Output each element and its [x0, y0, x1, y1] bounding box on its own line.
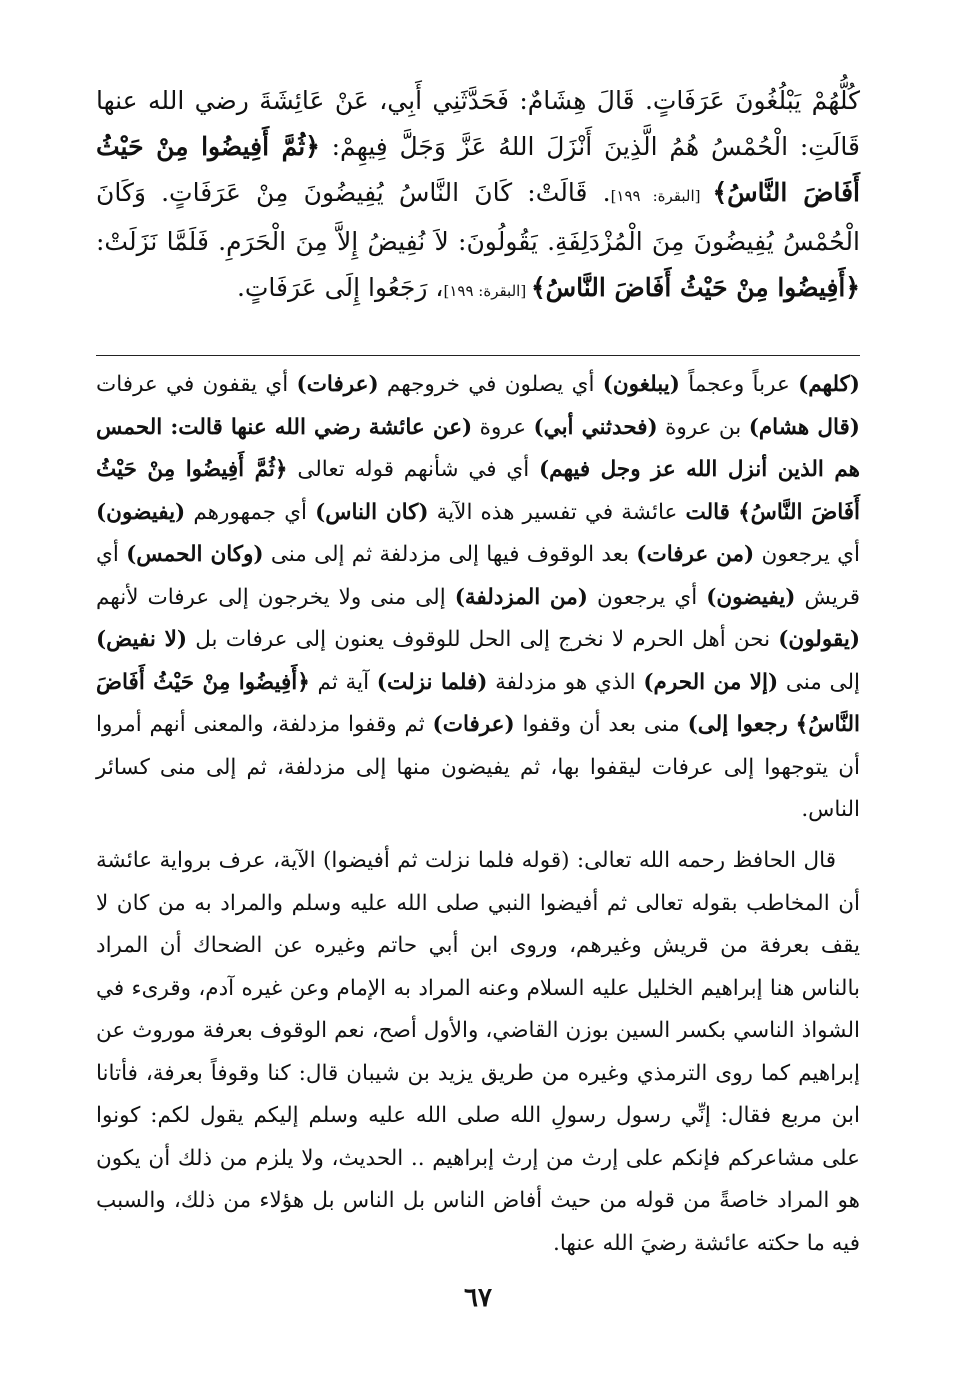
commentary-segment — [788, 712, 796, 737]
bold-term: (قال هشام) — [748, 414, 860, 440]
hadith-segment: كُلُّهُمْ يَبْلُغُونَ عَرَفَاتٍ. قَالَ هِشَامٌ: فَحَدَّثَنِي أَبِي، عَنْ عَائِشَةَ رضي الله عنها قَالَتِ: الْحُمْسُ هُمُ الَّذِينَ أَنْزَلَ اللهُ عَزَّ وَجَلَّ فِيهِمْ: — [96, 86, 860, 161]
commentary-segment: آية ثم — [309, 669, 377, 695]
bold-term: (من عرفات) — [636, 542, 755, 567]
quran-verse: ﴿أَفِيضُوا مِنْ حَيْثُ أَفَاضَ النَّاسُ﴾ — [96, 669, 861, 737]
commentary-segment: عائشة في تفسير هذه الآية — [428, 499, 686, 525]
commentary-paragraph — [96, 364, 860, 832]
bold-term: (عن عائشة رضي الله عنها قالت: الحمس هم الذين أنزل الله عز وجل فيهم) — [96, 414, 860, 482]
bold-term: (يفيضون) — [96, 499, 186, 525]
bold-term: (يقولون) — [778, 627, 860, 652]
commentary-segment: نحن أهل الحرم لا نخرج إلى الحل للوقوف يعنون إلى عرفات بل — [187, 627, 779, 652]
commentary-segment: بن عروة — [657, 414, 749, 440]
bold-term: (من المزدلفة) — [454, 584, 588, 610]
bold-term: (إلا من الحرم) — [643, 669, 779, 695]
commentary-segment: إلى منى — [778, 669, 860, 695]
commentary-text — [96, 364, 860, 832]
bold-term: (فحدثني أبي) — [533, 414, 658, 440]
commentary-segment: منى بعد أن وقفوا — [514, 712, 688, 737]
bold-term: (يفيضون) — [706, 584, 796, 610]
bold-term: رجعوا إلى) — [687, 712, 788, 737]
commentary-segment: بعد الوقوف فيها إلى مزدلفة ثم إلى منى — [263, 542, 637, 567]
bold-term: (يبلغون) — [602, 372, 680, 397]
commentary-segment: ثم وقفوا مزدلفة، والمعنى أنهم أمروا أن يتوجهوا إلى عرفات ليقفوا بها، ثم يفيضون منها إلى مزدلفة، ثم إلى منى كسائر الناس. — [96, 712, 860, 822]
bold-term: قالت — [685, 499, 730, 525]
bold-term: (عرفات) — [432, 712, 515, 737]
commentary-segment: أي يرجعون — [587, 584, 707, 610]
commentary-segment: عروة — [472, 414, 534, 440]
bold-term: (عرفات) — [296, 372, 379, 397]
commentary-segment: عرباً وعجماً — [679, 372, 799, 397]
commentary-segment: أي قريش — [96, 542, 861, 610]
hadith-segment: . قَالَتْ: كَانَ النَّاسُ يُفِيضُونَ مِنْ عَرَفَاتٍ. وَكَانَ الْحُمْسُ يُفِيضُونَ مِنَ الْمُزْدَلِفَةِ. يَقُولُونَ: لاَ نُفِيضُ إِلاَّ مِنَ الْحَرَمِ. فَلَمَّا نَزَلَتْ: — [96, 178, 860, 256]
hadith-text — [96, 78, 860, 314]
verse-reference: [البقرة: ١٩٩] — [610, 187, 713, 205]
commentary-segment — [730, 500, 738, 525]
page-number: ٦٧ — [464, 1283, 492, 1313]
quran-verse: ﴿ثُمَّ أَفِيضُوا مِنْ حَيْثُ أَفَاضَ النَّاسُ﴾ — [96, 457, 861, 525]
bold-term: (كان الناس) — [315, 499, 429, 525]
quran-verse: ﴿ثُمَّ أَفِيضُوا مِنْ حَيْثُ أَفَاضَ النَّاسُ﴾ — [96, 132, 860, 207]
commentary-segment: أي يقفون في عرفات — [96, 372, 297, 397]
quran-verse: ﴿أَفِيضُوا مِنْ حَيْثُ أَفَاضَ النَّاسُ﴾ — [530, 273, 860, 302]
commentary-segment: أي جمهورهم — [185, 499, 316, 525]
bold-term: (فلما نزلت) — [376, 669, 488, 695]
bold-term: (كلهم) — [798, 372, 860, 397]
bold-term: (لا نفيض) — [96, 627, 188, 652]
commentary-segment: إلى منى ولا يخرجون إلى عرفات لأنهم — [96, 584, 455, 610]
commentary-segment: أي يرجعون — [754, 542, 860, 567]
hadith-segment: ، رَجَعُوا إِلَى عَرَفَاتٍ. — [236, 273, 444, 302]
commentary-segment: الذي هو مزدلفة — [487, 669, 644, 695]
divider — [96, 355, 860, 356]
hadith-paragraph — [96, 78, 860, 314]
commentary-segment: أي يصلون في خروجهم — [378, 372, 603, 397]
bold-term: (وكان الحمس) — [126, 542, 264, 567]
fath-al-bari-text — [96, 840, 860, 1265]
fath-paragraph: قال الحافظ رحمه الله تعالى: (قوله فلما نزلت ثم أفيضوا) الآية، عرف برواية عائشة أن المخاطب بقوله تعالى ثم أفيضوا النبي صلى الله عليه وسلم والمراد به من كان لا يقف بعرفة من قريش وغيرهم، وروى ابن أبي حاتم وغيره عن الضحاك أن المراد بالناس هنا إبراهيم الخليل عليه السلام وعنه المراد به الإمام وعن غيره آدم، وقرىء في الشواذ الناسي بكسر السين بوزن القاضي، والأول أصح، نعم الوقوف بعرفة موروث عن إبراهيم كما روى الترمذي وغيره من طريق يزيد بن شيبان قال: كنا وقوفاً بعرفة، فأتانا ابن مربع فقال: إنِّي رسول رسولِ الله صلى الله عليه وسلم إليكم يقول لكم: كونوا على مشاعركم فإنكم على إرث من إرث إبراهيم .. الحديث، ولا يلزم من ذلك أن يكون هو المراد خاصةً من قوله من حيث أفاض الناس بل الناس بل هؤلاء من ذلك، والسبب فيه ما حكته عائشة رضيَ الله عنها. — [96, 848, 860, 1256]
verse-reference: [البقرة: ١٩٩] — [443, 282, 531, 300]
commentary-segment: أي في شأنهم قوله تعالى — [287, 457, 539, 482]
